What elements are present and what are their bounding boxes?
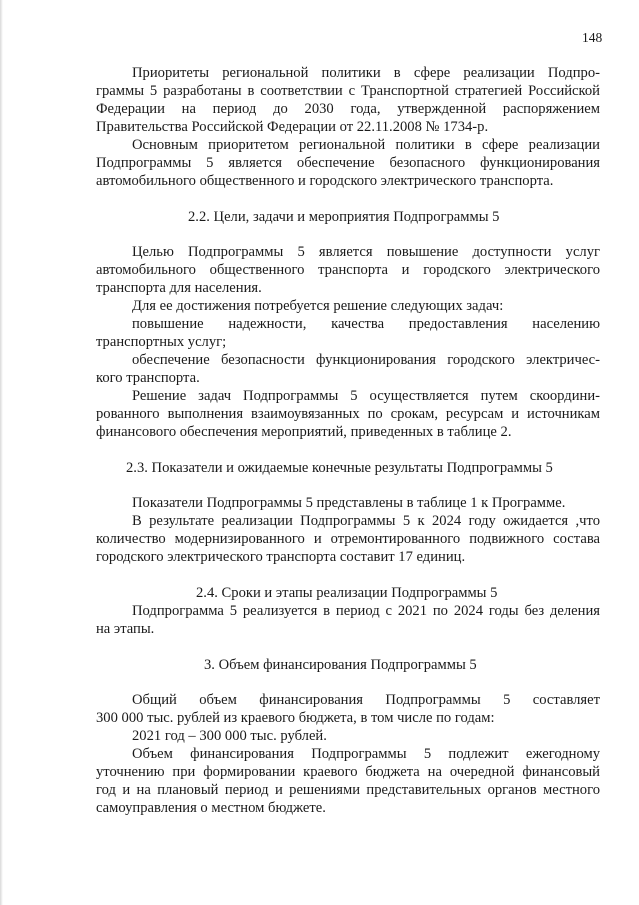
- paragraph-line: уточнению при формировании краевого бюджета на очередной финансовый: [96, 764, 600, 780]
- paragraph-line: количество модернизированного и отремонтированного подвижного состава: [96, 531, 600, 547]
- paragraph-line: В результате реализации Подпрограммы 5 к 2024 году ожидается ,что: [132, 513, 600, 529]
- paragraph-line: Общий объем финансирования Подпрограммы 5 составляет: [132, 692, 600, 708]
- paragraph-line: финансового обеспечения мероприятий, приведенных в таблице 2.: [96, 424, 512, 440]
- paragraph-line: автомобильного общественного и городского электрического транспорта.: [96, 173, 554, 189]
- paragraph-line: граммы 5 разработаны в соответствии с Транспортной стратегией Российской: [96, 83, 600, 99]
- section-heading: 2.3. Показатели и ожидаемые конечные результаты Подпрограммы 5: [126, 460, 553, 476]
- section-heading: 2.2. Цели, задачи и мероприятия Подпрограммы 5: [188, 209, 500, 225]
- paragraph-line: Подпрограммы 5 является обеспечение безопасного функционирования: [96, 155, 600, 171]
- paragraph-line: Приоритеты региональной политики в сфере реализации Подпро-: [132, 65, 600, 81]
- paragraph-line: повышение надежности, качества предоставления населению: [132, 316, 600, 332]
- paragraph-line: транспортных услуг;: [96, 334, 227, 350]
- paragraph-line: транспорта для населения.: [96, 280, 262, 296]
- paragraph-line: самоуправления о местном бюджете.: [96, 800, 326, 816]
- page-number: 148: [582, 30, 603, 45]
- paragraph-line: Объем финансирования Подпрограммы 5 подлежит ежегодному: [132, 746, 600, 762]
- scan-edge-shadow: [0, 0, 3, 905]
- paragraph-line: Показатели Подпрограммы 5 представлены в таблице 1 к Программе.: [132, 495, 566, 511]
- paragraph-line: год и на плановый период и решениями представительных органов местного: [96, 782, 600, 798]
- paragraph-line: городского электрического транспорта составит 17 единиц.: [96, 549, 466, 565]
- paragraph-line: Целью Подпрограммы 5 является повышение доступности услуг: [132, 244, 600, 260]
- paragraph-line: Для ее достижения потребуется решение следующих задач:: [132, 298, 504, 314]
- paragraph-line: 2021 год – 300 000 тыс. рублей.: [132, 728, 327, 744]
- paragraph-line: Правительства Российской Федерации от 22.11.2008 № 1734-р.: [96, 119, 489, 135]
- paragraph-line: Решение задач Подпрограммы 5 осуществляется путем скоордини-: [132, 388, 600, 404]
- paragraph-line: Подпрограмма 5 реализуется в период с 2021 по 2024 годы без деления: [132, 603, 600, 619]
- paragraph-line: автомобильного общественного транспорта и городского электрического: [96, 262, 600, 278]
- paragraph-line: Основным приоритетом региональной политики в сфере реализации: [132, 137, 600, 153]
- section-heading: 2.4. Сроки и этапы реализации Подпрограммы 5: [196, 585, 498, 601]
- paragraph-line: 300 000 тыс. рублей из краевого бюджета, в том числе по годам:: [96, 710, 495, 726]
- section-heading: 3. Объем финансирования Подпрограммы 5: [204, 657, 477, 673]
- paragraph-line: рованного выполнения взаимоувязанных по срокам, ресурсам и источникам: [96, 406, 600, 422]
- paragraph-line: обеспечение безопасности функционирования городского электричес-: [132, 352, 600, 368]
- paragraph-line: кого транспорта.: [96, 370, 200, 386]
- paragraph-line: на этапы.: [96, 621, 155, 637]
- paragraph-line: Федерации на период до 2030 года, утвержденной распоряжением: [96, 101, 600, 117]
